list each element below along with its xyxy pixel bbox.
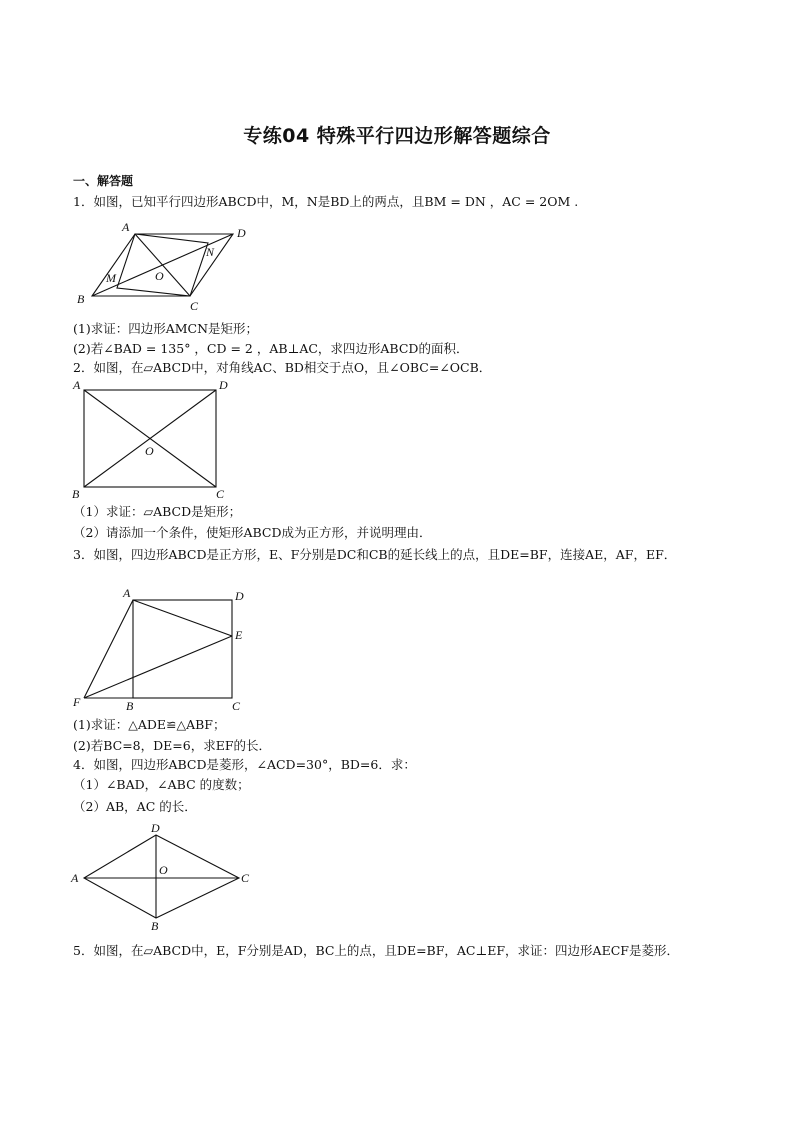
fig1-diagonal-bd [92, 234, 233, 296]
fig4-rhombus-outline [84, 835, 239, 918]
fig1-label-a: A [122, 220, 130, 234]
fig2-label-o: O [145, 444, 154, 458]
problem-3-stem: 3．如图，四边形ABCD是正方形，E、F分别是DC和CB的延长线上的点，且DE=BF，连接AE，AF，EF． [73, 547, 677, 562]
fig3-segment-ae [133, 600, 232, 636]
fig3-label-e: E [235, 628, 243, 642]
problem-4-part-1: （1）∠BAD，∠ABC 的度数； [73, 777, 250, 792]
fig3-segment-ef [84, 636, 232, 698]
fig1-quad-amcn [117, 234, 208, 296]
fig4-label-b: B [151, 919, 159, 933]
page-title: 专练04 特殊平行四边形解答题综合 [243, 125, 551, 147]
section-title: 一、解答题 [73, 174, 134, 188]
fig1-label-d: D [237, 226, 246, 240]
problem-5-stem: 5．如图，在▱ABCD中，E，F分别是AD，BC上的点，且DE=BF，AC⊥EF，求证：四边形AECF是菱形． [73, 943, 679, 958]
problem-3-part-2: (2)若BC=8，DE=6，求EF的长． [73, 738, 271, 753]
fig1-label-o: O [155, 269, 164, 283]
fig3-label-a: A [123, 586, 131, 600]
problem-3-part-1: (1)求证：△ADE≌△ABF； [73, 717, 226, 732]
problem-4-stem: 4．如图，四边形ABCD是菱形，∠ACD=30°，BD=6．求： [73, 757, 416, 772]
fig3-label-d: D [235, 589, 244, 603]
fig3-label-f: F [73, 695, 81, 709]
fig1-label-n: N [206, 245, 215, 259]
problem-2-stem: 2．如图，在▱ABCD中，对角线AC、BD相交于点O，且∠OBC=∠OCB． [73, 360, 492, 375]
fig4-label-d: D [151, 821, 160, 835]
fig1-label-m: M [106, 271, 116, 285]
fig2-label-a: A [73, 378, 81, 392]
fig1-diagonal-ac [135, 234, 190, 296]
fig2-diagonal-bd [84, 390, 216, 487]
fig3-segment-af [84, 600, 133, 698]
fig3-square-outline [133, 600, 232, 698]
fig4-label-a: A [71, 871, 79, 885]
fig3-label-b: B [126, 699, 134, 713]
fig4-label-c: C [241, 871, 250, 885]
problem-2-part-1: （1）求证：▱ABCD是矩形； [73, 504, 242, 519]
fig2-diagonal-ac [84, 390, 216, 487]
problem-2-part-2: （2）请添加一个条件，使矩形ABCD成为正方形，并说明理由． [73, 525, 432, 540]
fig2-rectangle-outline [84, 390, 216, 487]
problem-1-stem: 1．如图，已知平行四边形ABCD中，M，N是BD上的两点，且BM = DN ，AC = 2OM . [73, 194, 579, 209]
problem-1-part-1: (1)求证：四边形AMCN是矩形； [73, 321, 259, 336]
problem-4-part-2: （2）AB，AC 的长． [73, 799, 197, 814]
problem-1-part-2: (2)若∠BAD = 135° ，CD = 2 ，AB⊥AC，求四边形ABCD的面积． [73, 341, 469, 356]
fig2-label-b: B [72, 487, 80, 501]
fig1-parallelogram-outline [92, 234, 233, 296]
fig1-label-c: C [190, 299, 199, 313]
fig2-label-d: D [219, 378, 228, 392]
fig1-label-b: B [77, 292, 85, 306]
fig4-label-o: O [159, 863, 168, 877]
fig2-label-c: C [216, 487, 225, 501]
fig3-label-c: C [232, 699, 241, 713]
